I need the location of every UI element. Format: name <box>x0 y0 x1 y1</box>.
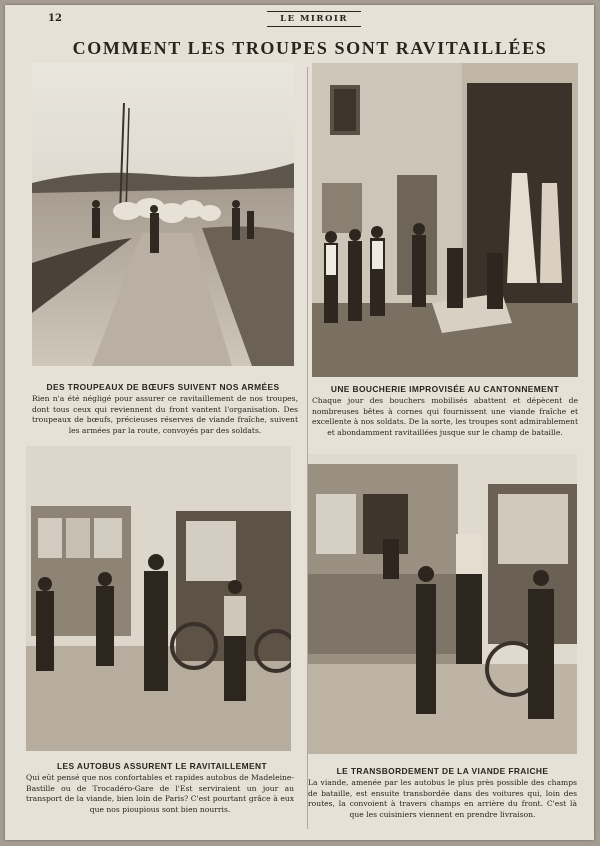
caption-title-herd: DES TROUPEAUX DE BŒUFS SUIVENT NOS ARMÉES <box>46 382 280 392</box>
masthead: LE MIROIR <box>267 11 361 27</box>
magazine-page <box>5 5 594 840</box>
page-title: COMMENT LES TROUPES SONT RAVITAILLÉES <box>72 38 548 58</box>
caption-text-herd: Rien n'a été négligé pour assurer ce ravitaillement de nos troupes, dont tous ceux qui reviennent du front vantent l'organisation. Des troupeaux de bœufs, précieuses réserves de viande fraîche, suivent les armées par la route, convoyés par des soldats. <box>32 394 298 435</box>
photo-herd-of-oxen <box>32 63 294 366</box>
caption-text-autobus: Qui eût pensé que nos confortables et rapides autobus de Madeleine-Bastille ou de Trocadéro-Gare de l'Est serviraient un jour au transport de la viande, bien loin de Paris? C'est pourtant grâce à eux que nos pioupious sont bien nourris. <box>26 773 294 814</box>
caption-title-transfer: LE TRANSBORDEMENT DE LA VIANDE FRAICHE <box>336 766 549 776</box>
caption-text-butchery: Chaque jour des bouchers mobilisés abattent et dépècent de nombreuses bêtes à cornes qui fournissent une viande fraîche et excellente à nos soldats. De la sorte, les troupes sont admirablement et abondamment ravitaillées jusque sur le champ de bataille. <box>312 396 578 437</box>
photo-butchery <box>312 63 578 377</box>
caption-title-autobus: LES AUTOBUS ASSURENT LE RAVITAILLEMENT <box>57 761 267 771</box>
photo-meat-transfer <box>308 454 577 754</box>
caption-text-transfer: La viande, amenée par les autobus le plus près possible des champs de bataille, est ensuite transbordée dans des voitures qui, loin des routes, la convoient à travers champs en arrière du front. C'est là que les cuisiniers viennent en prendre livraison. <box>308 778 577 819</box>
page-number: 12 <box>48 13 62 24</box>
photo-autobus <box>26 446 291 751</box>
caption-title-butchery: UNE BOUCHERIE IMPROVISÉE AU CANTONNEMENT <box>330 384 560 394</box>
